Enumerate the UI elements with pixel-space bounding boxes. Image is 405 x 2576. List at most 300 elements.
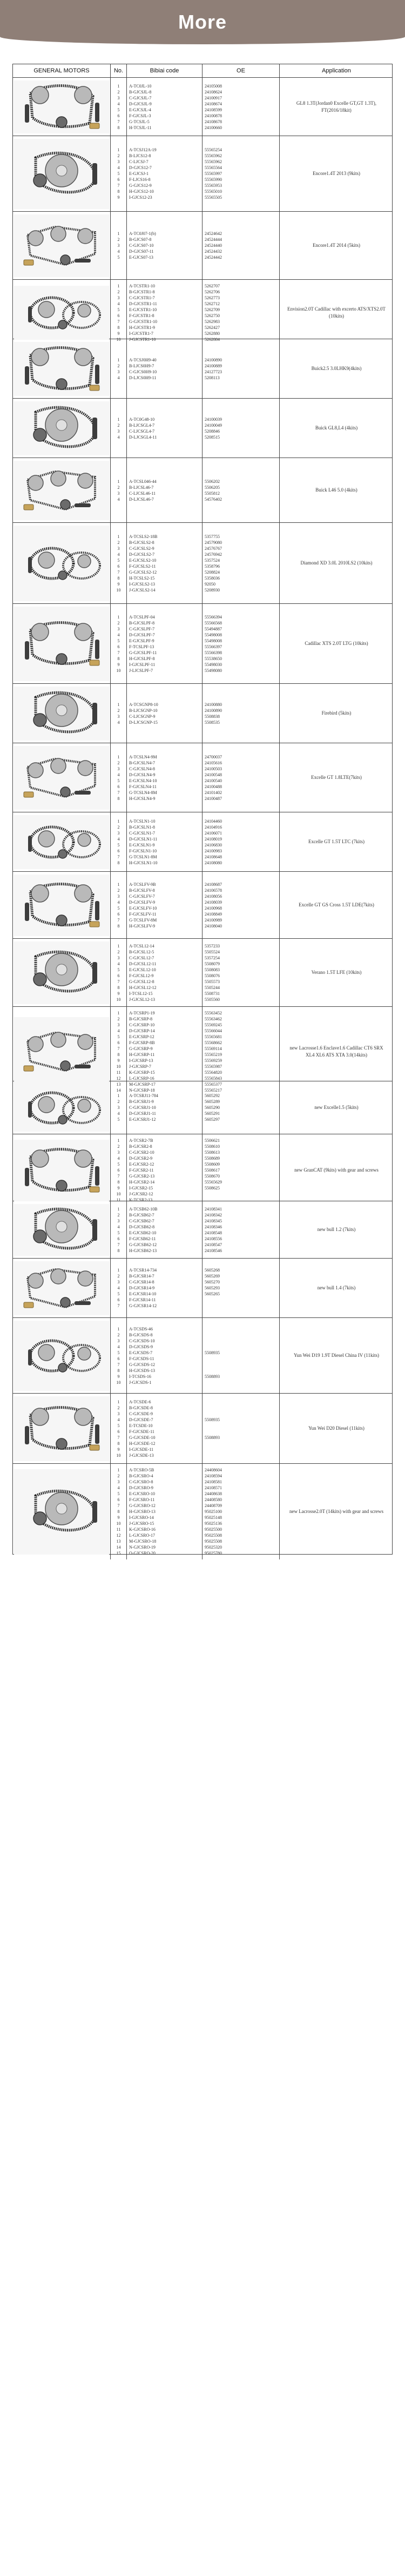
- oes-line: [205, 1399, 277, 1405]
- codes-line: C-GJCSJL-7: [129, 95, 152, 100]
- nos-line: 9: [117, 1374, 120, 1379]
- oes-line: 55538650: [205, 656, 222, 661]
- nos-line: 6: [117, 1236, 120, 1241]
- oes-line: 5508535: [205, 719, 220, 725]
- application-cell: Encore1.4T 2013 (9kits): [279, 136, 393, 211]
- image-cell: [13, 1081, 110, 1134]
- oes-line: [205, 1368, 277, 1374]
- nos-line: 9: [117, 662, 120, 667]
- nos-line: 7: [117, 183, 120, 188]
- nos-line: 11: [116, 1070, 121, 1075]
- codes-line: G-GJCSTR1-10: [129, 319, 158, 324]
- nos-line: 4: [117, 434, 120, 440]
- nos-line: 3: [117, 1411, 120, 1416]
- codes-line: C-GJCSTR1-7: [129, 295, 155, 300]
- codes-cell: [126, 1134, 202, 1206]
- codes-line: E-GJCSLS2-10: [129, 557, 157, 563]
- nos-line: 1: [117, 231, 120, 236]
- nos-line: 4: [117, 1485, 120, 1490]
- nos-line: 4: [117, 719, 120, 725]
- nos-line: 4: [117, 165, 120, 170]
- oes-cell: [202, 1259, 279, 1317]
- nos-line: 8: [117, 860, 120, 865]
- codes-line: K-GJCSRO-16: [129, 1527, 156, 1532]
- application-cell: Cadillac XTS 2.0T LTG (10kits): [279, 604, 393, 683]
- oes-line: 24105008: [205, 83, 222, 89]
- nos-line: 4: [117, 1344, 120, 1349]
- nos-line: 4: [117, 1286, 120, 1290]
- nos-line: 8: [117, 1248, 120, 1253]
- oes-line: 24579080: [205, 540, 222, 545]
- timing-kit-image: [14, 875, 109, 936]
- oes-line: [205, 1332, 277, 1338]
- codes-line: G-TCSLFV-8M: [129, 917, 157, 923]
- table-row: [13, 1317, 392, 1393]
- nos-line: 2: [117, 887, 120, 893]
- codes-line: D-LJCS0H9-11: [129, 375, 157, 380]
- nos-line: 9: [117, 331, 120, 336]
- oes-line: 55564820: [205, 1070, 222, 1075]
- oes-line: 5508893: [205, 1435, 220, 1440]
- nos-line: 7: [117, 650, 120, 655]
- oes-line: 55563462: [205, 1017, 222, 1021]
- nos-line: 1: [117, 614, 120, 620]
- table-row: [13, 77, 392, 136]
- oes-line: 24108599: [205, 107, 222, 112]
- table-row: [13, 522, 392, 603]
- nos-line: 2: [117, 290, 120, 294]
- nos-line: 1: [117, 1093, 120, 1098]
- codes-line: B-LJCS12-8: [129, 153, 151, 158]
- nos-line: 10: [116, 1521, 121, 1526]
- nos-line: 5: [117, 107, 120, 112]
- nos-line: 5: [117, 1230, 120, 1235]
- nos-line: 2: [117, 89, 120, 95]
- nos-cell: [110, 604, 126, 683]
- codes-line: I-GJCSRO-14: [129, 1515, 154, 1520]
- nos-line: 10: [116, 997, 121, 1002]
- codes-line: C-GJCSR14-8: [129, 1280, 154, 1284]
- oes-line: 95025780: [205, 1551, 222, 1556]
- nos-line: 5: [117, 1491, 120, 1496]
- codes-line: F-GJCSL12-9: [129, 973, 154, 978]
- codes-line: I-GJCS12-23: [129, 195, 152, 200]
- oes-line: 24108546: [205, 1248, 222, 1253]
- oes-line: 24100890: [205, 708, 222, 713]
- header-brand: GENERAL MOTORS: [33, 68, 90, 74]
- oes-line: 5605297: [205, 1117, 220, 1122]
- codes-line: I-GJCSLS2-13: [129, 581, 156, 587]
- codes-line: C-GJCSLS2-9: [129, 546, 154, 551]
- codes-line: I-TCSDS-16: [129, 1374, 151, 1379]
- codes-line: C-LJCSJ-7: [129, 159, 148, 164]
- nos-line: 7: [117, 1046, 120, 1051]
- codes-line: C-GJCSDS-10: [129, 1338, 155, 1343]
- codes-line: E-GJCSRO-10: [129, 1491, 156, 1496]
- nos-line: 4: [117, 551, 120, 557]
- timing-kit-image: [14, 1261, 109, 1315]
- image-cell: [13, 684, 110, 743]
- oes-line: [205, 1191, 277, 1197]
- oes-cell: [202, 280, 279, 346]
- oes-line: [205, 1429, 277, 1435]
- nos-line: 4: [117, 1156, 120, 1161]
- image-cell: [13, 78, 110, 136]
- codes-line: A-TCSR14-734: [129, 1268, 157, 1273]
- codes-line: A-TCSLFV-9B: [129, 882, 156, 887]
- codes-line: I-GJCSTR1-7: [129, 331, 153, 336]
- nos-line: 3: [117, 714, 120, 719]
- codes-line: B-GJCSRJ1-9: [129, 1099, 154, 1104]
- nos-line: 4: [117, 836, 120, 842]
- codes-line: J-GJCSL12-13: [129, 997, 156, 1002]
- oes-line: 24100487: [205, 796, 222, 801]
- table-row: [13, 938, 392, 1006]
- codes-line: D-GJCSJL-9: [129, 101, 152, 106]
- codes-line: H-GJCSRP-11: [129, 1052, 155, 1057]
- oes-line: 5508935: [205, 1417, 220, 1422]
- oes-line: [205, 1303, 277, 1309]
- table-row: [13, 1134, 392, 1201]
- codes-line: B-GJCSRP-8: [129, 1017, 153, 1021]
- oes-line: 5357233: [205, 943, 220, 949]
- oes-line: 5357254: [205, 955, 220, 960]
- codes-line: D-GJCSTR1-11: [129, 301, 157, 306]
- codes-line: I-TCSL12-15: [129, 991, 153, 996]
- codes-line: E-GJCSRP-12: [129, 1034, 154, 1039]
- nos-line: 6: [117, 113, 120, 118]
- nos-cell: [110, 280, 126, 346]
- application-cell: Excelle GT GS Cross 1.5T LDE(7kits): [279, 872, 393, 938]
- codes-line: B-GJCSRO-4: [129, 1474, 153, 1478]
- oes-line: 24108687: [205, 882, 222, 887]
- nos-line: 14: [116, 1545, 121, 1550]
- oes-line: 55498008: [205, 632, 222, 637]
- nos-line: 1: [117, 1011, 120, 1015]
- oes-line: 55565254: [205, 147, 222, 152]
- oes-line: 5605289: [205, 1099, 220, 1104]
- oes-line: 24108345: [205, 1218, 222, 1223]
- oes-line: 5508079: [205, 961, 220, 966]
- nos-line: 5: [117, 1423, 120, 1428]
- codes-line: B-GJCSR14-7: [129, 1274, 154, 1279]
- oes-line: 55565219: [205, 1052, 222, 1057]
- nos-cell: [110, 1134, 126, 1206]
- codes-line: H-GJCS12-10: [129, 189, 154, 194]
- nos-line: 7: [117, 854, 120, 859]
- oes-line: 24576767: [205, 546, 222, 551]
- nos-line: 4: [117, 375, 120, 380]
- codes-line: G-GJCSLS2-12: [129, 569, 157, 575]
- nos-line: 1: [117, 479, 120, 484]
- nos-line: 3: [117, 1338, 120, 1343]
- oes-cell: [202, 604, 279, 683]
- codes-line: E-GJCSLN1-9: [129, 842, 155, 848]
- oes-line: [205, 1423, 277, 1429]
- oes-line: 55563452: [205, 1011, 222, 1015]
- oes-line: 24100917: [205, 95, 222, 100]
- nos-line: 3: [117, 295, 120, 300]
- table-row: [13, 871, 392, 938]
- oes-line: 5508935: [205, 1350, 220, 1355]
- nos-cell: [110, 1318, 126, 1393]
- timing-kit-image: [14, 286, 109, 340]
- codes-line: C-LJCSGNP-9: [129, 714, 156, 719]
- oes-line: 55566398: [205, 650, 222, 655]
- image-cell: [13, 212, 110, 279]
- oes-line: 24108547: [205, 1242, 222, 1247]
- nos-line: 11: [116, 1527, 121, 1532]
- nos-line: 2: [117, 1332, 120, 1337]
- codes-cell: [126, 812, 202, 871]
- image-cell: [13, 1318, 110, 1393]
- codes-line: C-GJCS07-10: [129, 243, 154, 248]
- nos-line: 8: [117, 125, 120, 130]
- oes-line: 55569245: [205, 1023, 222, 1027]
- codes-line: H-GJCSTR1-9: [129, 325, 156, 330]
- table-row: [13, 603, 392, 683]
- codes-line: F-GJCSLS2-11: [129, 563, 156, 569]
- oes-line: 24101402: [205, 790, 222, 795]
- nos-line: 3: [117, 1023, 120, 1027]
- table-row: [13, 339, 392, 398]
- nos-line: 4: [117, 961, 120, 966]
- codes-line: F-GJCSLN1-10: [129, 848, 157, 853]
- codes-line: G-GJCSDS-12: [129, 1362, 156, 1367]
- oes-line: 24108080: [205, 860, 222, 865]
- codes-cell: [126, 872, 202, 938]
- oes-cell: [202, 1134, 279, 1206]
- oes-line: 55566044: [205, 1028, 222, 1033]
- image-cell: [13, 523, 110, 603]
- table-header: [13, 64, 392, 77]
- image-cell: [13, 743, 110, 812]
- codes-line: G-GJCSB62-12: [129, 1242, 157, 1247]
- codes-line: C-GJCS0H9-10: [129, 369, 157, 374]
- nos-line: 7: [117, 569, 120, 575]
- nos-cell: [110, 523, 126, 603]
- oes-line: [205, 1338, 277, 1344]
- oes-line: 5262712: [205, 301, 220, 306]
- nos-line: 8: [117, 1180, 120, 1185]
- nos-line: 2: [117, 824, 120, 830]
- nos-line: 8: [117, 575, 120, 581]
- nos-line: 12: [116, 1076, 121, 1081]
- application-cell: Envision2.0T Cadillac with excerto ATS/XTS2.0T (10kits): [279, 280, 393, 346]
- nos-line: 10: [116, 1380, 121, 1385]
- nos-line: 4: [117, 899, 120, 905]
- image-cell: [13, 280, 110, 346]
- oes-line: 5358796: [205, 563, 220, 569]
- nos-line: 3: [117, 955, 120, 960]
- codes-line: D-GJCSRJ1-11: [129, 1111, 156, 1116]
- table-row: [13, 1201, 392, 1258]
- nos-line: 6: [117, 1497, 120, 1502]
- oes-line: 24105616: [205, 760, 222, 765]
- codes-line: D-GJCSLS2-7: [129, 551, 155, 557]
- codes-line: A-TCSLN1-10: [129, 818, 156, 824]
- oes-line: [205, 1441, 277, 1447]
- codes-line: A-TCSRJ11-784: [129, 1093, 158, 1098]
- codes-line: D-GJCSLN1-11: [129, 836, 158, 842]
- table-row: [13, 1393, 392, 1463]
- oes-line: 5505244: [205, 985, 220, 990]
- codes-line: J-GJCSR2-12: [129, 1192, 153, 1196]
- codes-line: J-GJCSRP-7: [129, 1064, 151, 1069]
- codes-line: G-GJCSR2-13: [129, 1174, 155, 1179]
- codes-line: A-TCSLN4-9M: [129, 754, 157, 759]
- oes-line: 24100878: [205, 113, 222, 118]
- oes-line: 5262884: [205, 337, 220, 342]
- codes-line: C-GJCSLPF-7: [129, 626, 155, 631]
- nos-line: 1: [117, 754, 120, 759]
- application-cell: Verano 1.5T LFE (10kits): [279, 939, 393, 1006]
- oes-cell: [202, 339, 279, 398]
- codes-line: D-GJCS07-11: [129, 249, 154, 254]
- codes-line: A-TCSGNP8-10: [129, 702, 158, 707]
- nos-line: 5: [117, 255, 120, 260]
- oes-line: 24524444: [205, 237, 222, 242]
- application-cell: new Lacrosse1.6 Enclave1.6 Cadillac CT6 SRX XL4 XL6 ATS XTA 3.0(14kits): [279, 1007, 393, 1097]
- codes-line: E-GJCSTR1-10: [129, 307, 157, 312]
- table-row: [13, 683, 392, 743]
- nos-cell: [110, 1081, 126, 1134]
- nos-line: 4: [117, 101, 120, 106]
- nos-line: 2: [117, 422, 120, 428]
- table-row: [13, 398, 392, 458]
- nos-line: 7: [117, 119, 120, 124]
- codes-line: A-TCSRP1-19: [129, 1011, 155, 1015]
- codes-line: F-GJCSLFV-11: [129, 911, 157, 917]
- nos-line: 15: [116, 1551, 121, 1556]
- oes-line: 54576402: [205, 496, 222, 502]
- nos-line: 5: [117, 171, 120, 176]
- codes-line: H-GJCSL12-12: [129, 985, 157, 990]
- codes-line: H-GJCSLFV-9: [129, 923, 156, 929]
- codes-line: C-GJCSRP-10: [129, 1023, 155, 1027]
- nos-line: 8: [117, 923, 120, 929]
- codes-line: N-GJCSRP-18: [129, 1088, 155, 1093]
- codes-line: F-GJCSRO-11: [129, 1497, 155, 1502]
- codes-line: J-GJCSRO-15: [129, 1521, 154, 1526]
- codes-line: B-GJCSDS-8: [129, 1332, 153, 1337]
- table-row: [13, 458, 392, 522]
- codes-line: A-TCSL12-14: [129, 943, 154, 949]
- codes-line: A-TCSLS2-18B: [129, 534, 158, 539]
- timing-kit-image: [14, 461, 109, 520]
- banner-title: More: [178, 11, 227, 33]
- nos-line: 1: [117, 702, 120, 707]
- oes-line: 55565629: [205, 1180, 222, 1185]
- nos-line: 6: [117, 177, 120, 182]
- oes-line: 55569259: [205, 1058, 222, 1063]
- nos-line: 9: [117, 1186, 120, 1191]
- application-cell: Buick2.5 3.0LHK9(4kits): [279, 339, 393, 398]
- nos-cell: [110, 1464, 126, 1559]
- oes-cell: [202, 812, 279, 871]
- nos-cell: [110, 1259, 126, 1317]
- codes-line: H-GJCSLPF-8: [129, 656, 155, 661]
- oes-cell: [202, 458, 279, 522]
- oes-line: 5262427: [205, 325, 220, 330]
- application-cell: Excelle GT 1.8LTE(7kits): [279, 743, 393, 812]
- nos-line: 3: [117, 1150, 120, 1155]
- codes-line: C-GJCSRJ1-10: [129, 1105, 156, 1110]
- codes-line: B-LJCSGNP-10: [129, 708, 158, 713]
- timing-kit-image: [14, 526, 109, 601]
- image-cell: [13, 399, 110, 458]
- nos-line: 3: [117, 1105, 120, 1110]
- codes-line: F-GJCSDS-11: [129, 1356, 154, 1361]
- oes-line: 55565505: [205, 195, 222, 200]
- oes-line: 24524440: [205, 243, 222, 248]
- oes-line: 24100660: [205, 125, 222, 130]
- nos-line: 2: [117, 1212, 120, 1218]
- nos-line: 2: [117, 485, 120, 490]
- codes-line: G-GJCSRO-12: [129, 1503, 156, 1508]
- codes-line: H-GJCSRO-13: [129, 1509, 156, 1514]
- oes-line: 5508670: [205, 1174, 220, 1179]
- codes-line: H-GJCSR2-14: [129, 1180, 155, 1185]
- application-cell: Yun Wei D20 Diesel (11kits): [279, 1394, 393, 1463]
- oes-cell: [202, 212, 279, 279]
- image-cell: [13, 1134, 110, 1206]
- oes-line: 55565681: [205, 1034, 222, 1039]
- codes-line: E-GJCSRJ1-12: [129, 1117, 156, 1122]
- nos-line: 6: [117, 1040, 120, 1045]
- oes-cell: [202, 78, 279, 136]
- parts-table: [12, 64, 393, 1555]
- timing-kit-image: [14, 401, 109, 455]
- table-row: [13, 1463, 392, 1554]
- codes-line: B-LJCS0H9-7: [129, 363, 154, 368]
- application-cell: new Excelle1.5 (5kits): [279, 1081, 393, 1134]
- nos-line: 7: [117, 1362, 120, 1367]
- codes-line: J-GJCSTR1-10: [129, 337, 156, 342]
- oes-line: 55566397: [205, 644, 222, 649]
- nos-cell: [110, 212, 126, 279]
- codes-line: G-GJCSL12-8: [129, 979, 154, 984]
- oes-line: 5605290: [205, 1105, 220, 1110]
- timing-kit-image: [14, 687, 109, 741]
- codes-line: E-GJCSB62-10: [129, 1230, 157, 1235]
- nos-line: 1: [117, 1399, 120, 1404]
- oes-line: 24108678: [205, 119, 222, 124]
- nos-line: 9: [117, 1058, 120, 1063]
- application-cell: GL8 1.3T(Jordan0 Excelle GT,GT 1.3T), FT(2016/18kit): [279, 78, 393, 136]
- codes-line: D-LJCSGNP-15: [129, 719, 158, 725]
- codes-line: E-GJCSLFV-10: [129, 905, 157, 911]
- oes-line: 24108040: [205, 923, 222, 929]
- codes-line: B-LJCSL46-7: [129, 485, 154, 490]
- nos-line: 13: [116, 1082, 121, 1087]
- codes-line: C-LJCSGL4-7: [129, 428, 155, 434]
- nos-line: 6: [117, 911, 120, 917]
- nos-line: 12: [116, 1533, 121, 1538]
- nos-line: 10: [116, 1192, 121, 1196]
- nos-line: 8: [117, 1441, 120, 1446]
- oes-line: 24100889: [205, 363, 222, 368]
- oes-line: 5357755: [205, 534, 220, 539]
- timing-kit-image: [14, 941, 109, 1004]
- table-row: [13, 279, 392, 342]
- oes-line: 24408580: [205, 1497, 222, 1502]
- codes-line: L-GJCSRP-16: [129, 1076, 154, 1081]
- nos-line: 8: [117, 1509, 120, 1514]
- image-cell: [13, 812, 110, 871]
- nos-line: 3: [117, 893, 120, 899]
- nos-line: 3: [117, 546, 120, 551]
